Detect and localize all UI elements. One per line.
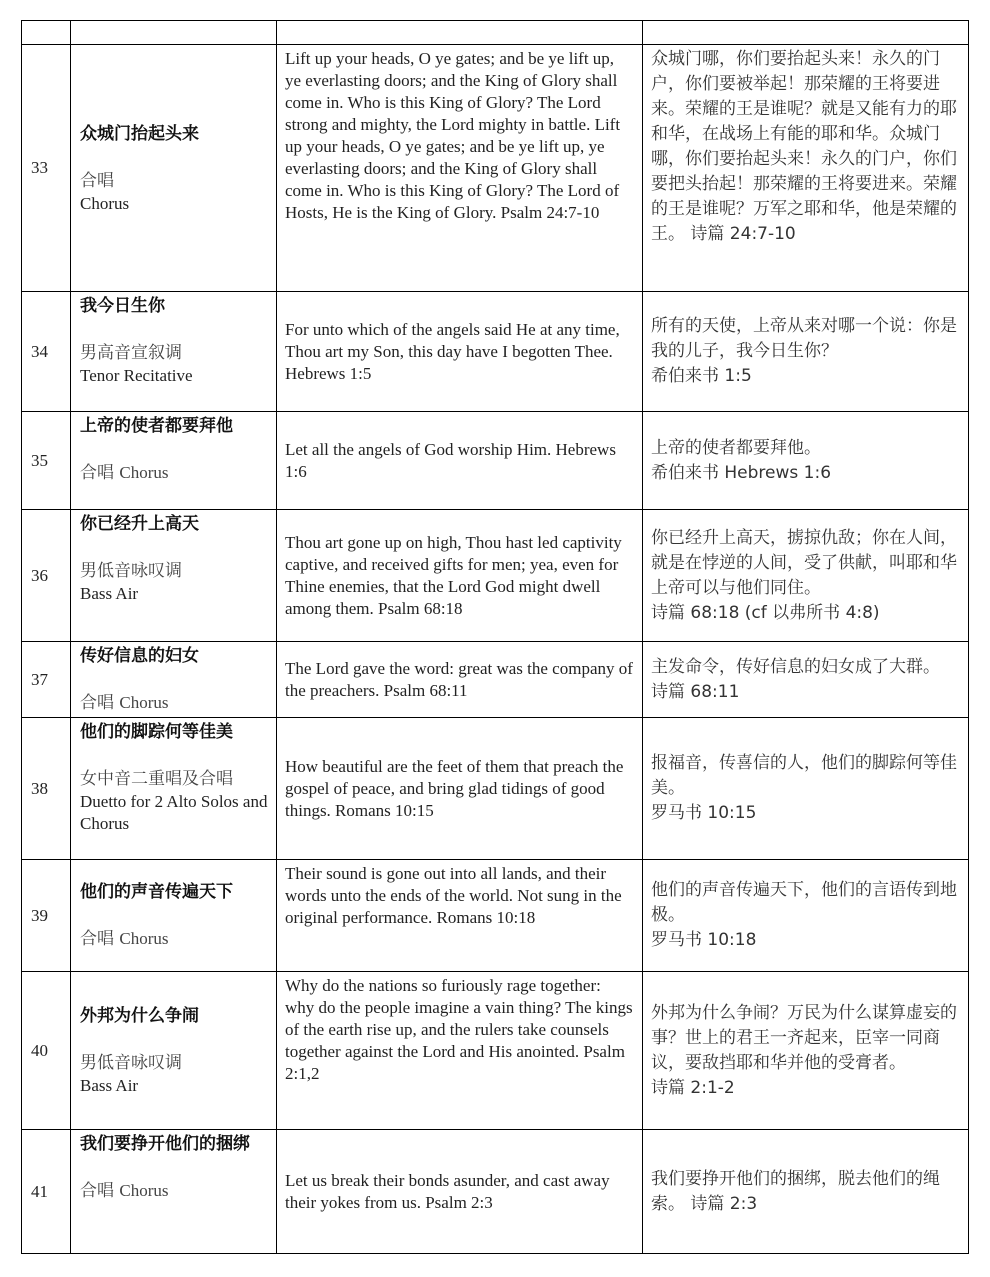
chinese-lyrics: 上帝的使者都要拜他。 [651,437,821,458]
movement-number: 41 [22,1130,71,1254]
english-lyrics: Let all the angels of God worship Him. Hebrews 1:6 [277,412,643,510]
voice-en: Chorus [119,693,169,712]
movement-title-zh: 传好信息的妇女 [80,646,199,666]
movement-number: 39 [22,860,71,972]
header-row [22,21,969,45]
movement-title-zh: 你已经升上高天 [80,514,199,534]
voice-en: Chorus [80,193,130,213]
chinese-reference: 诗篇 68:18 (cf 以弗所书 4:8) [651,602,880,623]
chinese-lyrics: 外邦为什么争闹？万民为什么谋算虚妄的事？世上的君王一齐起来，臣宰一同商议，要敌挡耶和华并他的受膏者。 [651,1002,957,1073]
chinese-reference: 希伯来书 1:5 [651,366,752,386]
movement-title-zh: 我们要挣开他们的捆绑 [80,1134,250,1154]
movement-number: 35 [22,412,71,510]
chinese-lyrics: 众城门哪，你们要抬起头来！永久的门户，你们要被举起！那荣耀的王将要进来。荣耀的王是谁呢？就是又能有力的耶和华，在战场上有能的耶和华。众城门哪，你们要抬起头来！永久的门户，你们要把头抬起！那荣耀的王将要进来。荣耀的王是谁呢？万军之耶和华，他是荣耀的王。 诗篇 24:7-10 [643,45,969,292]
movement-title-zh: 我今日生你 [80,296,165,316]
chinese-lyrics: 我们要挣开他们的捆绑，脱去他们的绳索。 诗篇 2:3 [643,1130,969,1254]
chinese-lyrics-cell [643,292,969,412]
english-lyrics: For unto which of the angels said He at any time, Thou art my Son, this day have I begotten Thee. Hebrews 1:5 [277,292,643,412]
header-cell-english [277,21,643,45]
chinese-lyrics-cell [643,412,969,510]
voice-zh [80,1179,268,1203]
movement-number: 40 [22,972,71,1130]
movement-number: 38 [22,718,71,860]
movement-title-cell [71,718,277,860]
voice-en: Chorus [119,1181,169,1200]
english-lyrics: Let us break their bonds asunder, and cast away their yokes from us. Psalm 2:3 [277,1130,643,1254]
movement-title-cell [71,642,277,718]
movement-title-cell [71,292,277,412]
chinese-lyrics-cell [643,510,969,642]
chinese-lyrics-cell [643,718,969,860]
english-lyrics: Lift up your heads, O ye gates; and be ye lift up, ye everlasting doors; and the King of Glory shall come in. Who is this King of Glory? The Lord strong and mighty, the Lord mighty in battle. Lift up your heads, O ye gates; and be ye lift up, ye everlasting doors; and the King of Glory shall come in. Who is this King of Glory? The Lord of Hosts, He is the King of Glory. Psalm 24:7-10 [277,45,643,292]
movement-number: 34 [22,292,71,412]
header-cell-chinese [643,21,969,45]
chinese-lyrics: 所有的天使，上帝从来对哪一个说：你是我的儿子，我今日生你？ [651,316,957,361]
voice-en: Bass Air [80,1076,139,1095]
voice-zh-label: 合唱 [80,929,114,949]
voice-zh: 合唱 [80,170,114,191]
movement-number: 33 [22,45,71,292]
chinese-lyrics-cell [643,860,969,972]
movement-title-zh: 外邦为什么争闹 [80,1006,199,1026]
voice-zh-label: 合唱 [80,693,114,713]
chinese-lyrics: 你已经升上高天，掳掠仇敌；你在人间，就是在悖逆的人间，受了供献，叫耶和华上帝可以与他们同住。 [651,527,957,598]
chinese-reference: 诗篇 2:1-2 [651,1077,735,1098]
voice-en: Chorus [119,463,169,482]
voice-zh-label: 合唱 [80,463,114,483]
voice-zh: 男低音咏叹调 [80,1053,182,1073]
chinese-reference: 希伯来书 Hebrews 1:6 [651,462,832,483]
voice-zh: 女中音二重唱及合唱 [80,769,233,789]
voice-zh: 男高音宣叙调 [80,343,182,363]
table-row [22,45,969,292]
movement-title-cell [71,45,277,292]
chinese-lyrics: 报福音，传喜信的人，他们的脚踪何等佳美。 [651,753,957,798]
voice-zh [80,691,268,715]
voice-zh-label: 合唱 [80,1181,114,1201]
movement-title-cell [71,1130,277,1254]
voice-zh [80,927,268,951]
movement-title-cell [71,510,277,642]
chinese-lyrics: 主发命令，传好信息的妇女成了大群。 诗篇 68:11 [643,642,969,718]
table-row [22,972,969,1130]
movement-title-zh: 众城门抬起头来 [80,123,199,144]
movement-title-cell [71,860,277,972]
header-cell-title [71,21,277,45]
voice-en: Tenor Recitative [80,366,193,385]
english-lyrics: The Lord gave the word: great was the company of the preachers. Psalm 68:11 [277,642,643,718]
voice-zh: 男低音咏叹调 [80,561,182,581]
table-row [22,510,969,642]
movement-number: 37 [22,642,71,718]
voice-en: Bass Air [80,584,139,603]
english-lyrics: How beautiful are the feet of them that preach the gospel of peace, and bring glad tidings of good things. Romans 10:15 [277,718,643,860]
table-row [22,718,969,860]
table-row [22,642,969,718]
table-row [22,412,969,510]
english-lyrics: Thou art gone up on high, Thou hast led captivity captive, and received gifts for men; yea, even for Thine enemies, that the Lord God might dwell among them. Psalm 68:18 [277,510,643,642]
voice-en: Duetto for 2 Alto Solos and Chorus [80,792,268,833]
chinese-lyrics: 他们的声音传遍天下，他们的言语传到地极。 [651,880,957,925]
movement-title-zh: 他们的声音传遍天下 [80,882,233,902]
movement-title-cell [71,972,277,1130]
movement-title-cell [71,412,277,510]
oratorio-lyrics-table [21,20,969,1254]
voice-en: Chorus [119,929,169,948]
movement-title-zh: 他们的脚踪何等佳美 [80,722,233,742]
table-row [22,860,969,972]
chinese-reference: 罗马书 10:18 [651,930,757,950]
table-row [22,1130,969,1254]
english-lyrics: Their sound is gone out into all lands, and their words unto the ends of the world. Not sung in the original performance. Romans 10:18 [277,860,643,972]
header-cell-num [22,21,71,45]
chinese-reference: 罗马书 10:15 [651,803,757,823]
table-row [22,292,969,412]
movement-number: 36 [22,510,71,642]
chinese-lyrics-cell [643,972,969,1130]
voice-zh [80,461,268,485]
movement-title-zh: 上帝的使者都要拜他 [80,416,233,436]
english-lyrics: Why do the nations so furiously rage together: why do the people imagine a vain thing? The kings of the earth rise up, and the rulers take counsels together against the Lord and His anointed. Psalm 2:1,2 [277,972,643,1130]
